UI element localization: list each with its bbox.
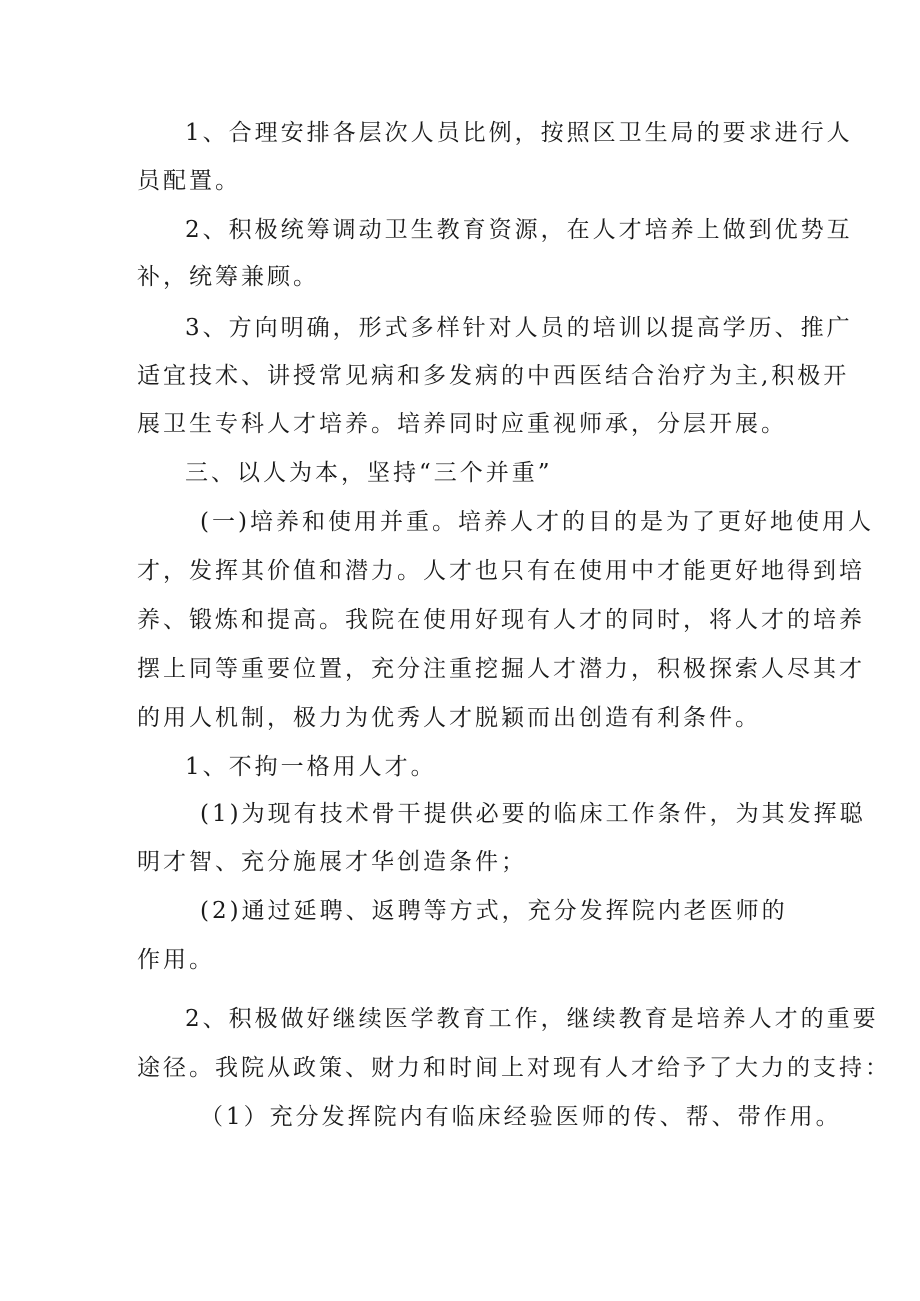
text-line: 3、方向明确，形式多样针对人员的培训以提高学历、推广 <box>185 315 853 341</box>
text-line: 2、积极统筹调动卫生教育资源，在人才培养上做到优势互 <box>185 217 853 243</box>
text-line: 才，发挥其价值和潜力。人才也只有在使用中才能更好地得到培 <box>137 558 865 584</box>
text-line: 明才智、充分施展才华创造条件； <box>137 849 527 875</box>
text-line: 养、锻炼和提高。我院在使用好现有人才的同时，将人才的培养 <box>137 607 865 633</box>
text-line: 员配置。 <box>137 168 241 194</box>
text-line: 展卫生专科人才培养。培养同时应重视师承，分层开展。 <box>137 411 787 437</box>
text-line: (2)通过延聘、返聘等方式，充分发挥院内老医师的 <box>200 898 788 924</box>
text-line: (一)培养和使用并重。培养人才的目的是为了更好地使用人 <box>200 509 874 535</box>
text-line: 适宜技术、讲授常见病和多发病的中西医结合治疗为主,积极开 <box>137 363 850 389</box>
text-line: 途径。我院从政策、财力和时间上对现有人才给予了大力的支持： <box>137 1055 891 1081</box>
text-line: 1、不拘一格用人才。 <box>185 754 437 780</box>
text-line: (1)为现有技术骨干提供必要的临床工作条件，为其发挥聪 <box>200 801 866 827</box>
text-line: 补，统筹兼顾。 <box>137 264 319 290</box>
section-heading: 三、以人为本，坚持“三个并重” <box>185 460 553 486</box>
text-line: 作用。 <box>137 947 215 973</box>
text-line: 摆上同等重要位置，充分注重挖掘人才潜力，积极探索人尽其才 <box>137 656 865 682</box>
text-line: （1）充分发挥院内有临床经验医师的传、帮、带作用。 <box>200 1104 842 1130</box>
text-line: 2、积极做好继续医学教育工作，继续教育是培养人才的重要 <box>185 1006 879 1032</box>
text-line: 的用人机制，极力为优秀人才脱颖而出创造有利条件。 <box>137 705 761 731</box>
text-line: 1、合理安排各层次人员比例，按照区卫生局的要求进行人 <box>185 120 853 146</box>
